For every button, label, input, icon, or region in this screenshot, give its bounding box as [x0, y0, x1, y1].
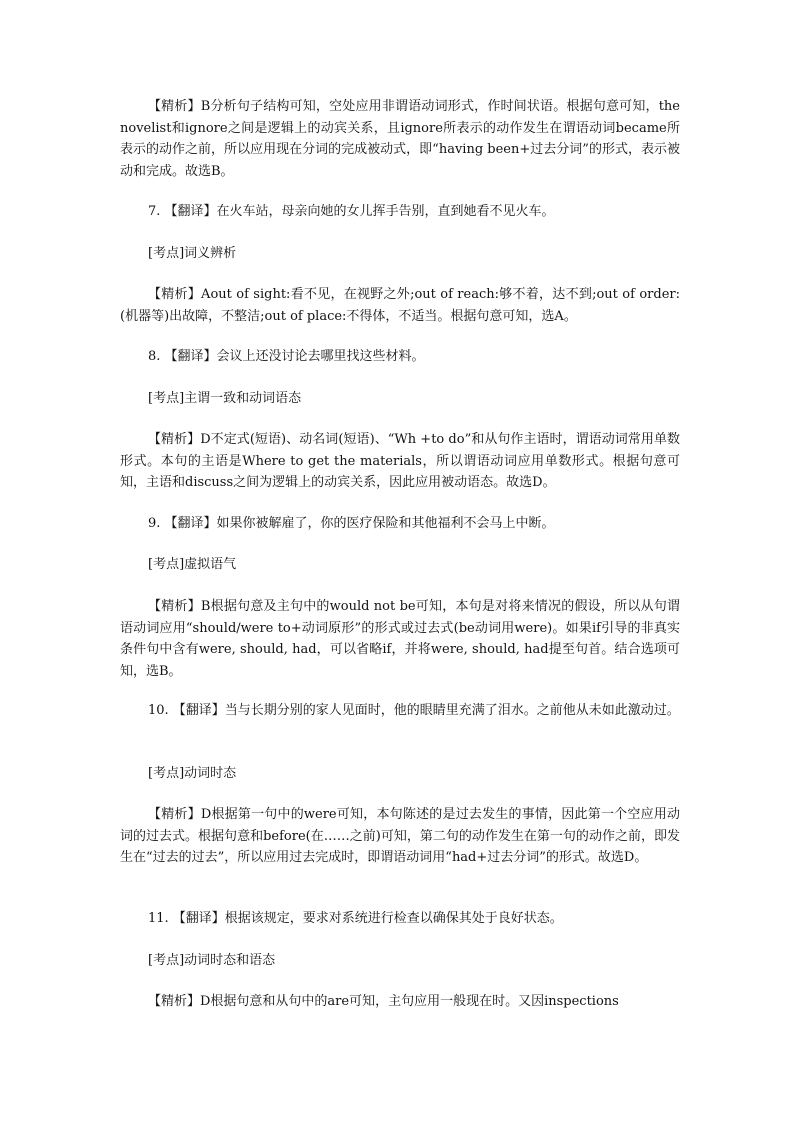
analysis-paragraph: 【精析】D不定式(短语)、动名词(短语)、“Wh +to do”和从句作主语时，谓语动词常用单数形式。本句的主语是Where to get the materials，所以谓语动词应用单数形式。根据句意可知，主语和discuss之间为逻辑上的动宾关系，因此应用被动语态。故选D。 [120, 432, 680, 490]
analysis-paragraph: 【精析】D根据句意和从句中的are可知，主句应用一般现在时。又因inspections [148, 994, 619, 1009]
exam-point-heading: [考点]动词时态 [148, 766, 237, 781]
analysis-paragraph: 【精析】D根据第一句中的were可知，本句陈述的是过去发生的事情，因此第一个空应用动词的过去式。根据句意和before(在……之前)可知，第二句的动作发生在第一句的动作之前，即发生在“过去的过去”，所以应用过去完成时，即谓语动词用“had+过去分词”的形式。故选D。 [120, 807, 680, 865]
exam-point-heading: [考点]动词时态和语态 [148, 953, 276, 968]
translation-paragraph: 7. 【翻译】在火车站，母亲向她的女儿挥手告别，直到她看不见火车。 [148, 204, 555, 219]
analysis-paragraph: 【精析】B分析句子结构可知，空处应用非谓语动词形式，作时间状语。根据句意可知，the novelist和ignore之间是逻辑上的动宾关系，且ignore所表示的动作发生在谓语动词became所表示的动作之前，所以应用现在分词的完成被动式，即“having been+过去分词”的形式，表示被动和完成。故选B。 [120, 99, 680, 179]
translation-paragraph: 8. 【翻译】会议上还没讨论去哪里找这些材料。 [148, 349, 425, 364]
exam-point-heading: [考点]主谓一致和动词语态 [148, 391, 302, 406]
translation-paragraph: 9. 【翻译】如果你被解雇了，你的医疗保险和其他福利不会马上中断。 [148, 516, 555, 531]
translation-paragraph: 11. 【翻译】根据该规定，要求对系统进行检查以确保其处于良好状态。 [148, 911, 563, 926]
translation-paragraph: 10. 【翻译】当与长期分别的家人见面时，他的眼睛里充满了泪水。之前他从未如此激动过。 [148, 703, 680, 718]
exam-point-heading: [考点]词义辨析 [148, 246, 237, 261]
analysis-paragraph: 【精析】Aout of sight:看不见，在视野之外;out of reach:够不着，达不到;out of order: (机器等)出故障，不整洁;out of place:不得体，不适当。根据句意可知，选A。 [120, 287, 680, 324]
exam-point-heading: [考点]虚拟语气 [148, 557, 237, 572]
analysis-paragraph: 【精析】B根据句意及主句中的would not be可知，本句是对将来情况的假设，所以从句谓语动词应用“should/were to+动词原形”的形式或过去式(be动词用were)。如果if引导的非真实条件句中含有were, should, had，可以省略if，并将were, should, had提至句首。结合选项可知，选B。 [120, 599, 680, 679]
